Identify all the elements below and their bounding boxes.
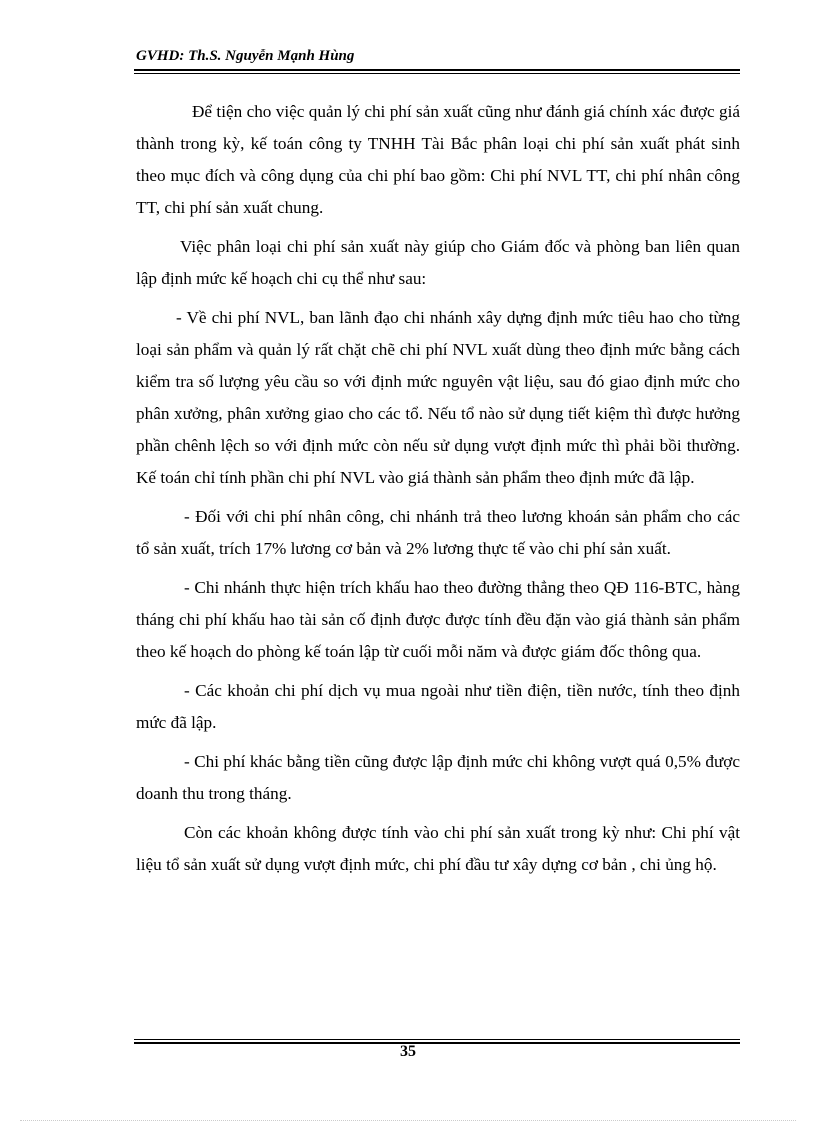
body-text	[136, 96, 740, 888]
header-rule-thick	[134, 69, 740, 71]
paragraph-4: - Đối với chi phí nhân công, chi nhánh trả theo lương khoán sản phẩm cho các tổ sản xuất, trích 17% lương cơ bản và 2% lương thực tế vào chi phí sản xuất.	[136, 507, 740, 558]
paragraph-5: - Chi nhánh thực hiện trích khấu hao theo đường thẳng theo QĐ 116-BTC, hàng tháng chi phí khấu hao tài sản cố định được được tính đều đặn vào giá thành sản phẩm theo kế hoạch do phòng kế toán lập từ cuối mỗi năm và được giám đốc thông qua.	[136, 578, 740, 661]
paragraph-1: Để tiện cho việc quản lý chi phí sản xuất cũng như đánh giá chính xác được giá thành trong kỳ, kế toán công ty TNHH Tài Bắc phân loại chi phí sản xuất phát sinh theo mục đích và công dụng của chi phí bao gồm: Chi phí NVL TT, chi phí nhân công TT, chi phí sản xuất chung.	[136, 102, 740, 217]
paragraph-3: - Về chi phí NVL, ban lãnh đạo chi nhánh xây dựng định mức tiêu hao cho từng loại sản phẩm và quản lý rất chặt chẽ chi phí NVL xuất dùng theo định mức bằng cách kiểm tra số lượng yêu cầu so với định mức nguyên vật liệu, sau đó giao định mức cho phân xưởng, phân xưởng giao cho các tổ. Nếu tổ nào sử dụng tiết kiệm thì được hưởng phần chênh lệch so với định mức còn nếu sử dụng vượt định mức thì phải bồi thường. Kế toán chỉ tính phần chi phí NVL vào giá thành sản phẩm theo định mức đã lập.	[136, 308, 740, 487]
page-number: 35	[400, 1043, 416, 1060]
paragraph-8: Còn các khoản không được tính vào chi phí sản xuất trong kỳ như: Chi phí vật liệu tổ sản xuất sử dụng vượt định mức, chi phí đầu tư xây dựng cơ bản , chi ủng hộ.	[136, 823, 740, 874]
page-edge-dotted-line	[20, 1120, 796, 1121]
paragraph-7: - Chi phí khác bằng tiền cũng được lập định mức chi không vượt quá 0,5% được doanh thu trong tháng.	[136, 752, 740, 803]
header-supervisor: GVHD: Th.S. Nguyễn Mạnh Hùng	[136, 48, 355, 64]
paragraph-2: Việc phân loại chi phí sản xuất này giúp cho Giám đốc và phòng ban liên quan lập định mức kế hoạch chi cụ thể như sau:	[136, 237, 740, 288]
footer-rule-thin	[134, 1039, 740, 1040]
paragraph-6: - Các khoản chi phí dịch vụ mua ngoài như tiền điện, tiền nước, tính theo định mức đã lập.	[136, 681, 740, 732]
header-rule-thin	[134, 73, 740, 74]
